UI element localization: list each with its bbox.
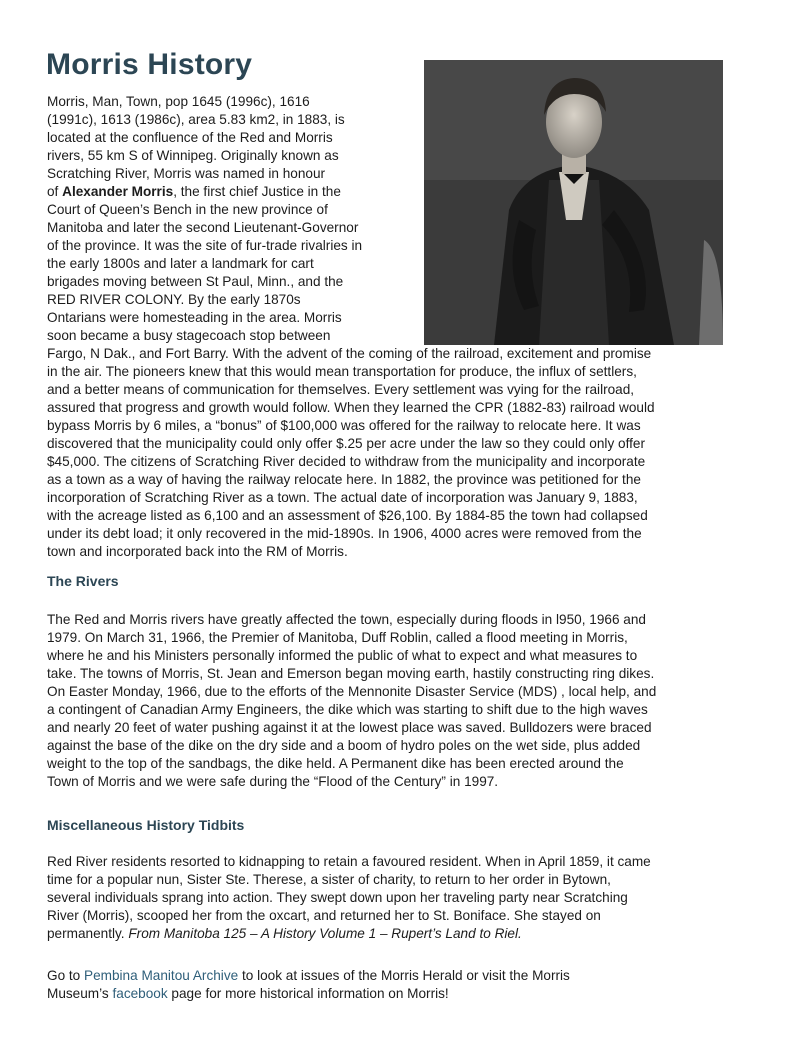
rivers-line: On Easter Monday, 1966, due to the efforts of the Mennonite Disaster Service (MDS) , local help, and xyxy=(47,684,657,699)
misc-line: Red River residents resorted to kidnapping to retain a favoured resident. When in April 1859, it came xyxy=(47,854,651,869)
misc-heading: Miscellaneous History Tidbits xyxy=(47,817,245,833)
intro-line: Ontarians were homesteading in the area. Morris xyxy=(47,310,342,325)
misc-line xyxy=(47,925,522,943)
rivers-line: weight to the top of the sandbags, the dike held. A Permanent dike has been erected around the xyxy=(47,756,624,771)
rivers-line: a contingent of Canadian Army Engineers, the dike which was starting to shift due to the high waves xyxy=(47,702,648,717)
intro-line: of the province. It was the site of fur-trade rivalries in xyxy=(47,238,363,253)
rivers-line: where he and his Ministers personally informed the public of what to expect and what measures to xyxy=(47,648,638,663)
intro-line: discovered that the municipality could only offer $.25 per acre under the law so they could only offer xyxy=(47,436,645,451)
page-title: Morris History xyxy=(46,48,253,81)
rivers-line: Town of Morris and we were safe during the “Flood of the Century” in 1997. xyxy=(47,774,499,789)
intro-line: Fargo, N Dak., and Fort Barry. With the advent of the coming of the railroad, excitement and promise xyxy=(47,346,652,361)
footer-line xyxy=(47,967,570,985)
intro-line: soon became a busy stagecoach stop between xyxy=(47,328,331,343)
intro-line: and a better means of communication for themselves. Every settlement was vying for the railroad, xyxy=(47,382,635,397)
intro-line: Morris, Man, Town, pop 1645 (1996c), 1616 xyxy=(47,94,310,109)
rivers-line: and nearly 20 feet of water pushing against it at the lowest place was saved. Bulldozers were braced xyxy=(47,720,652,735)
intro-line: under its debt load; it only recovered in the mid-1890s. In 1906, 4000 acres were removed from the xyxy=(47,526,642,541)
intro-line: with the acreage listed as 6,100 and an assessment of $26,100. By 1884-85 the town had collapsed xyxy=(47,508,648,523)
source-citation: From Manitoba 125 – A History Volume 1 – Rupert’s Land to Riel. xyxy=(128,926,522,941)
intro-line: assured that progress and growth would follow. When they learned the CPR (1882-83) railroad would xyxy=(47,400,655,415)
intro-text: of xyxy=(47,184,63,199)
facebook-link[interactable]: facebook xyxy=(112,986,168,1001)
portrait-photo xyxy=(424,60,723,345)
alexander-morris-name: Alexander Morris xyxy=(62,184,174,199)
intro-line: Manitoba and later the second Lieutenant-Governor xyxy=(47,220,359,235)
intro-line: located at the confluence of the Red and Morris xyxy=(47,130,333,145)
intro-line: RED RIVER COLONY. By the early 1870s xyxy=(47,292,301,307)
misc-line: several individuals sprang into action. They swept down upon her traveling party near Scratching xyxy=(47,890,628,905)
intro-line: $45,000. The citizens of Scratching River decided to withdraw from the municipality and incorporate xyxy=(47,454,646,469)
intro-line: Court of Queen’s Bench in the new province of xyxy=(47,202,328,217)
misc-line: time for a popular nun, Sister Ste. Therese, a sister of charity, to return to her order in Bytown, xyxy=(47,872,611,887)
intro-line: rivers, 55 km S of Winnipeg. Originally known as xyxy=(47,148,339,163)
intro-line: as a town as a way of having the railway relocate here. In 1882, the province was petitioned for the xyxy=(47,472,641,487)
rivers-line: The Red and Morris rivers have greatly affected the town, especially during floods in l950, 1966 and xyxy=(47,612,646,627)
rivers-line: against the base of the dike on the dry side and a boom of hydro poles on the wet side, plus added xyxy=(47,738,641,753)
footer-text: page for more historical information on Morris! xyxy=(167,986,449,1001)
intro-line: (1991c), 1613 (1986c), area 5.83 km2, in 1883, is xyxy=(47,112,345,127)
intro-line xyxy=(47,183,341,201)
intro-line: the early 1800s and later a landmark for cart xyxy=(47,256,314,271)
intro-line: in the air. The pioneers knew that this would mean transportation for produce, the influx of settlers, xyxy=(47,364,637,379)
rivers-line: take. The towns of Morris, St. Jean and Emerson began moving earth, hastily constructing ring dikes. xyxy=(47,666,655,681)
misc-text: permanently. xyxy=(47,926,129,941)
intro-line: Scratching River, Morris was named in honour xyxy=(47,166,326,181)
intro-text: , the first chief Justice in the xyxy=(173,184,341,199)
rivers-line: 1979. On March 31, 1966, the Premier of Manitoba, Duff Roblin, called a flood meeting in Morris, xyxy=(47,630,628,645)
intro-line: bypass Morris by 6 miles, a “bonus” of $100,000 was offered for the railway to relocate here. It was xyxy=(47,418,641,433)
rivers-heading: The Rivers xyxy=(47,573,119,589)
intro-line: incorporation of Scratching River as a town. The actual date of incorporation was January 9, 1883, xyxy=(47,490,638,505)
footer-text: to look at issues of the Morris Herald or visit the Morris xyxy=(238,968,570,983)
misc-line: River (Morris), scooped her from the oxcart, and returned her to St. Boniface. She stayed on xyxy=(47,908,601,923)
footer-text: Go to xyxy=(47,968,85,983)
intro-line: town and incorporated back into the RM of Morris. xyxy=(47,544,348,559)
pembina-archive-link[interactable]: Pembina Manitou Archive xyxy=(84,968,239,983)
footer-line xyxy=(47,985,449,1003)
footer-text: Museum’s xyxy=(47,986,113,1001)
intro-line: brigades moving between St Paul, Minn., and the xyxy=(47,274,344,289)
